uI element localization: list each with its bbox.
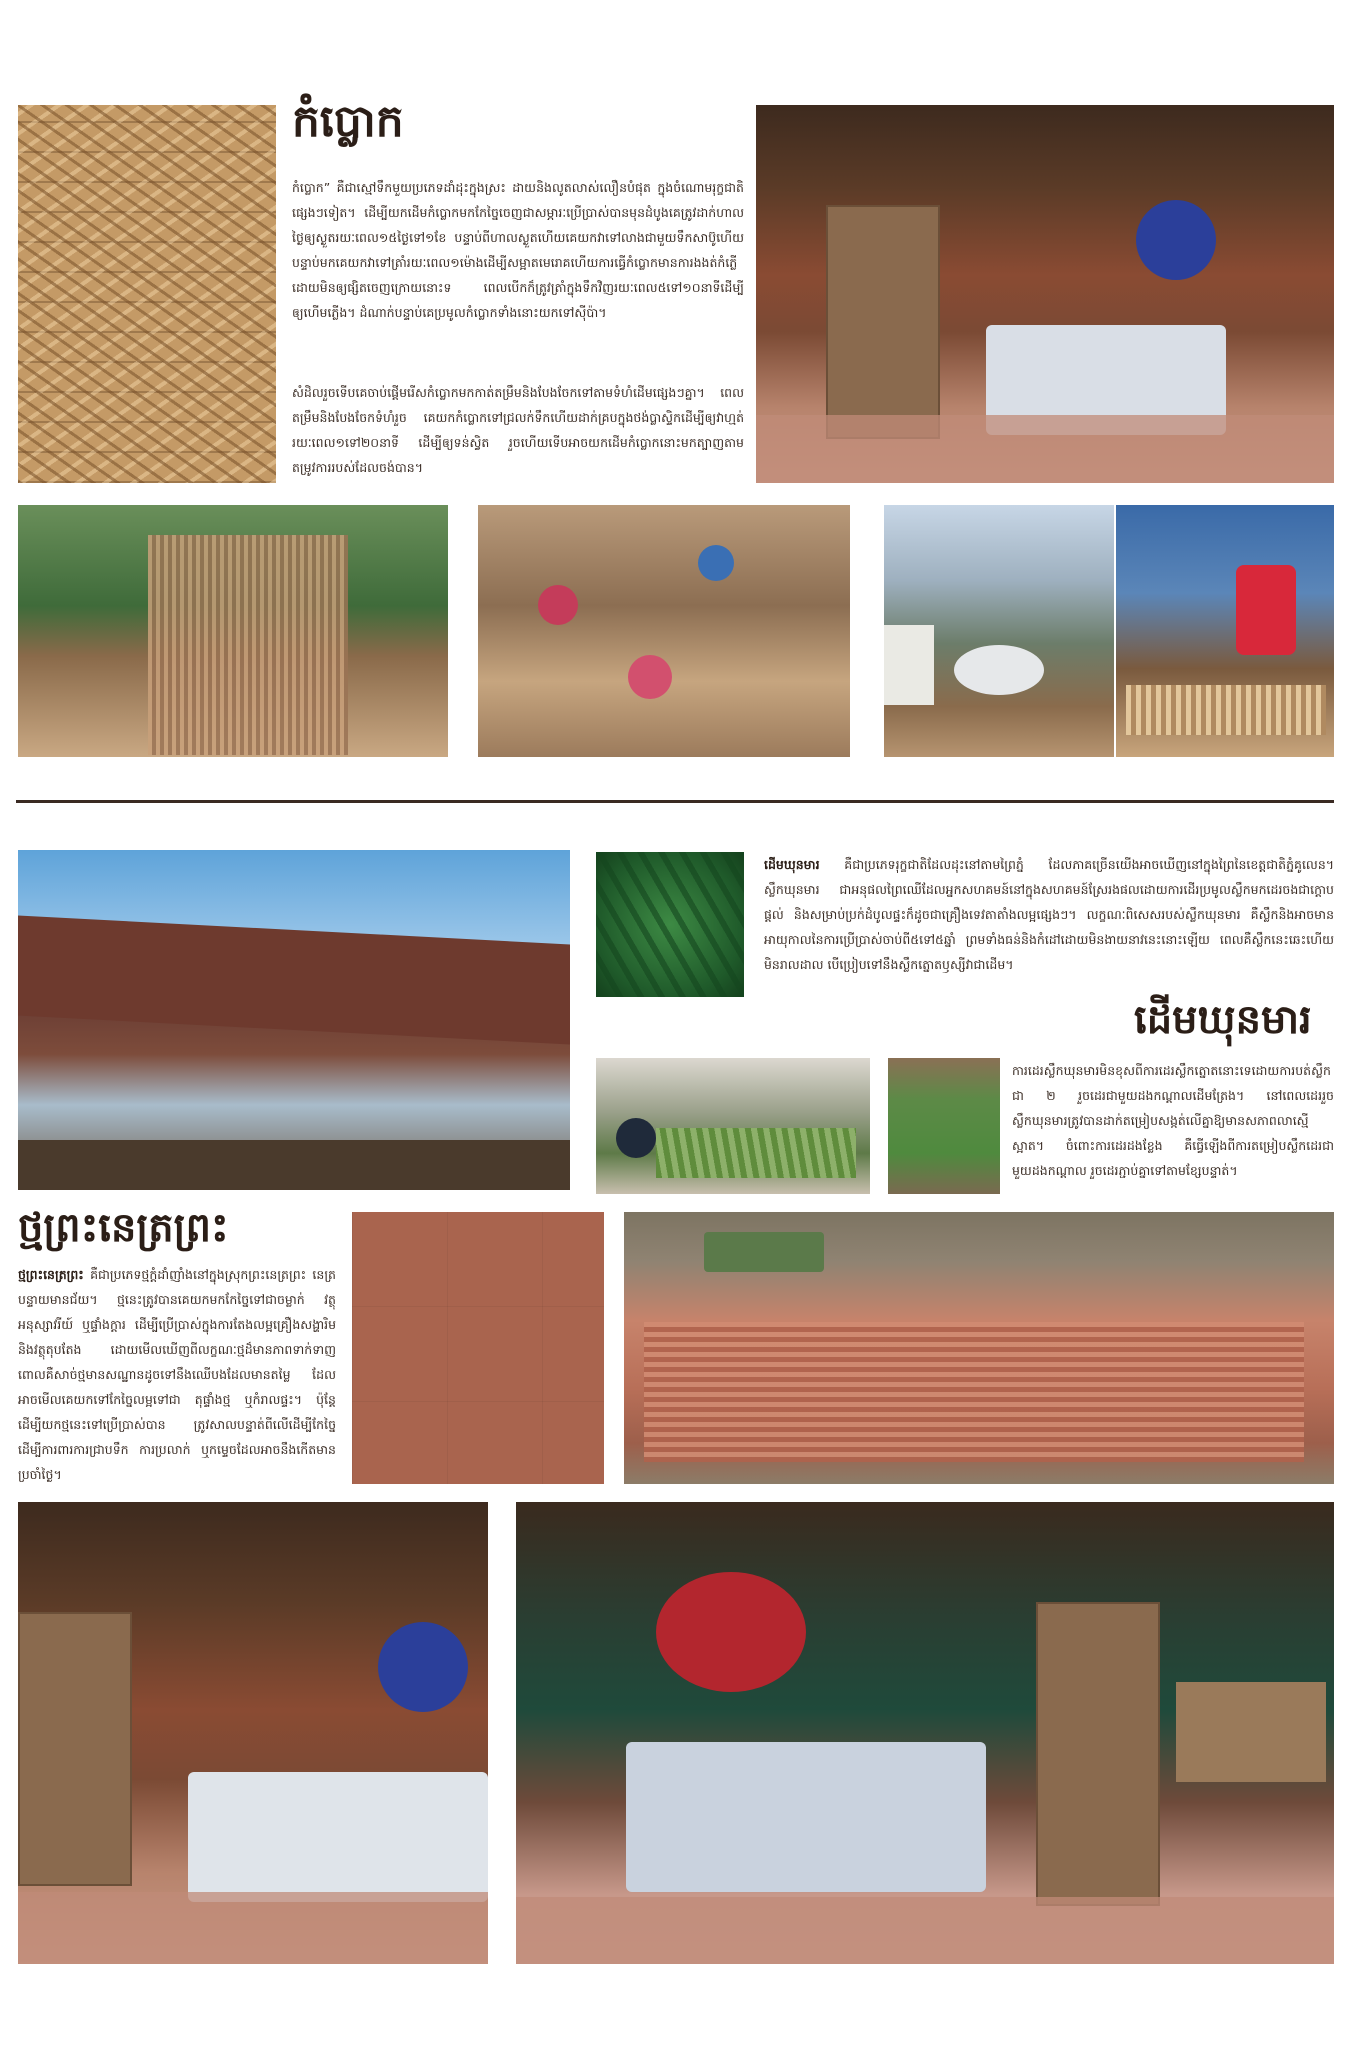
- section-title-stone: ថ្មព្រះនេត្រព្រះ: [18, 1204, 229, 1251]
- section2-term: ដើមឃុនមារ: [764, 857, 820, 872]
- section1-paragraph-1: កំប្លោក” គឺជាស្មៅទឹកមួយប្រភេទដាំដុះក្នុងស្រះ ដាយនិងលូតលាស់លឿនបំផុត ក្នុងចំណោមរុក្ខជាតិផ្សេងៗទៀត។ ដើម្បីយកដើមកំប្លោកមកកែច្នៃចេញជាសម្ភារៈប្រើប្រាស់បានមុនដំបូងគេត្រូវដាក់ហាលថ្ងៃឲ្យស្ងួតរយៈពេល១៥ថ្ងៃទៅ១ខែ បន្ទាប់ពីហាលស្ងួតហើយគេយកវាទៅលាងជាមួយទឹកសាប៊ូហើយបន្ទាប់មកគេយកវាទៅត្រាំរយៈពេល១ម៉ោងដើម្បីសម្អាតមេរោគហើយការធ្វើកំប្លោកមានការងងត់កំភ្លើ ដោយមិនឲ្យផ្សិតចេញក្រោយនោះទ ពេលបើកក៏ត្រូវត្រាំក្នុងទឹកវិញរយៈពេល៥ទៅ១០នាទីដើម្បីឲ្យហើមភ្លើង។ ដំណាក់បន្ទាប់គេប្រមូលកំប្លោកទាំងនោះយកទៅស៊ីប៉ា។: [292, 180, 744, 320]
- drying-stems-image: [18, 505, 448, 757]
- villagers-stitching-leaves-image: [596, 1058, 870, 1194]
- section-title-kamplok: កំប្លោក: [292, 96, 404, 147]
- stone-tile-sample-image: [352, 1212, 604, 1484]
- woman-washing-stems-image: [884, 505, 1114, 757]
- bedroom-render-blue-flower-image: [18, 1502, 488, 1964]
- villagers-sorting-image: [478, 505, 850, 757]
- section-title-khun-mear: ដើមឃុនមារ: [1134, 996, 1312, 1043]
- section-divider: [16, 800, 1334, 803]
- woman-holding-stems-image: [1116, 505, 1334, 757]
- section3-paragraph: [18, 1262, 336, 1492]
- bedroom-render-red-flower-image: [516, 1502, 1334, 1964]
- floating-house-image: [18, 850, 570, 1190]
- section3-term: ថ្មព្រះនេត្រព្រះ: [18, 1267, 84, 1282]
- water-hyacinth-weave-image: [18, 105, 276, 483]
- section3-paragraph-text: គឺជាប្រភេទថ្មក្តំដាំញាំងនៅក្នុងស្រុកព្រះនេត្រព្រះ នេត្របន្ទាយមានជ័យ។ ថ្មនេះត្រូវបានគេយកមកកែច្នៃទៅជាចម្លាក់ វត្ថុអនុស្សាវរីយ៍ ឬផ្ទាំងក្ដារ ដើម្បីប្រើប្រាស់ក្នុងការតែងលម្អគ្រឿងសង្ហារិម និងវត្ថុតុបតែង ដោយមើលឃើញពីលក្ខណៈថ្មដ៏មានភាពទាក់ទាញ ពោលគឺសាច់ថ្មមានសណ្ឋានដូចទៅនឹងឈើបងដែលមានតម្លៃ ដែលអាចមើលគេយកទៅកែច្នៃលម្អទៅជា តុផ្ទាំងថ្ម ឬកំរាលផ្ទះ។ ប៉ុន្តែដើម្បីយកថ្មនេះទៅប្រើប្រាស់បាន ត្រូវសាលបន្ទាត់ពីលើដើម្បីកែច្នៃ ដើម្បីការពារការជ្រាបទឹក ការប្រលាក់ ឬកម្ទេចដែលអាចនឹងកើតមានប្រចាំថ្ងៃ។: [18, 1267, 336, 1482]
- khun-mear-leaf-image: [596, 852, 744, 997]
- leaves-drying-on-grass-image: [888, 1058, 1000, 1194]
- section1-paragraph-2: សំដិលរួចទើបគេចាប់ផ្ដើមរើសកំប្លោកមកកាត់តម្រឹមនិងបែងចែកទៅតាមទំហំដើមផ្សេងៗគ្នា។ ពេលតម្រឹមនិងបែងចែកទំហំរួច គេយកកំប្លោកទៅជ្រលក់ទឹកហើយដាក់គ្របក្នុងថង់ប្លាស្ទិកដើម្បីឲ្យវាហ្មត់ រយៈពេល១ទៅ២០នាទី ដើម្បីឲ្យទន់ស្វិត រួចហើយទើបអាចយកដើមកំប្លោកនោះមកត្បាញតាមតម្រូវការរបស់ដែលចង់បាន។: [292, 385, 744, 475]
- section2-paragraph-2: ការដេរស្លឹកឃុនមារមិនខុសពីការដេរស្លឹកត្នោតនោះទេដោយការបត់ស្លឹកជា ២ រួចដេរជាមួយដងកណ្ដាលដើមត្រែង។ នៅពេលដេររួចស្លឹកឃុនមារត្រូវបានដាក់តម្រៀបសង្កត់លើគ្នាឱ្យមានសភាពលាស្មើស្អាត។ ចំពោះការដេរដងខ្លែង គឺធ្វើឡើងពីការតម្រៀបស្លឹកដេរជាមួយដងកណ្ដាល រួចដេរភ្ជាប់គ្នាទៅតាមខ្សែបន្ទាត់។: [1012, 1063, 1334, 1178]
- bedroom-render-terracotta-image: [756, 105, 1334, 483]
- stone-tile-stacks-image: [624, 1212, 1334, 1484]
- section2-paragraph-1: [764, 852, 1334, 982]
- section2-paragraph-1-text: គឺជាប្រភេទរុក្ខជាតិដែលដុះនៅតាមព្រៃភ្នំ ដែលភាគច្រើនយើងអាចឃើញនៅក្នុងព្រៃនៃខេត្តជាតិភ្នំគូលេន។ ស្លឹកឃុនមារ ជាអនុផលព្រៃឈើដែលអ្នកសហគមន៍នៅក្នុងសហគមន៍ស្រែរងផលដោយការដើរប្រមូលស្លឹកមកដេរចងជាក្តោបផ្តល់ និងសម្រាប់ប្រក់ដំបូលផ្ទះក៏ដូចជាគ្រឿងទេវតាតាំងលម្អផ្សេងៗ។ លក្ខណៈពិសេសរបស់ស្លឹកឃុនមារ គឺស្លឹកនិងអាចមានអាយុកាលនៃការប្រើប្រាស់ចាប់ពី៥ទៅ៥ឆ្នាំ ព្រមទាំងធន់និងកំដៅដោយមិនងាយនាវនេះនោះឡើយ ពេលគឺស្លឹកនេះឆេះហើយមិនរាលដាល បើប្រៀបទៅនឹងស្លឹកត្នោតឫស្សីវាជាដើម។: [764, 857, 1334, 972]
